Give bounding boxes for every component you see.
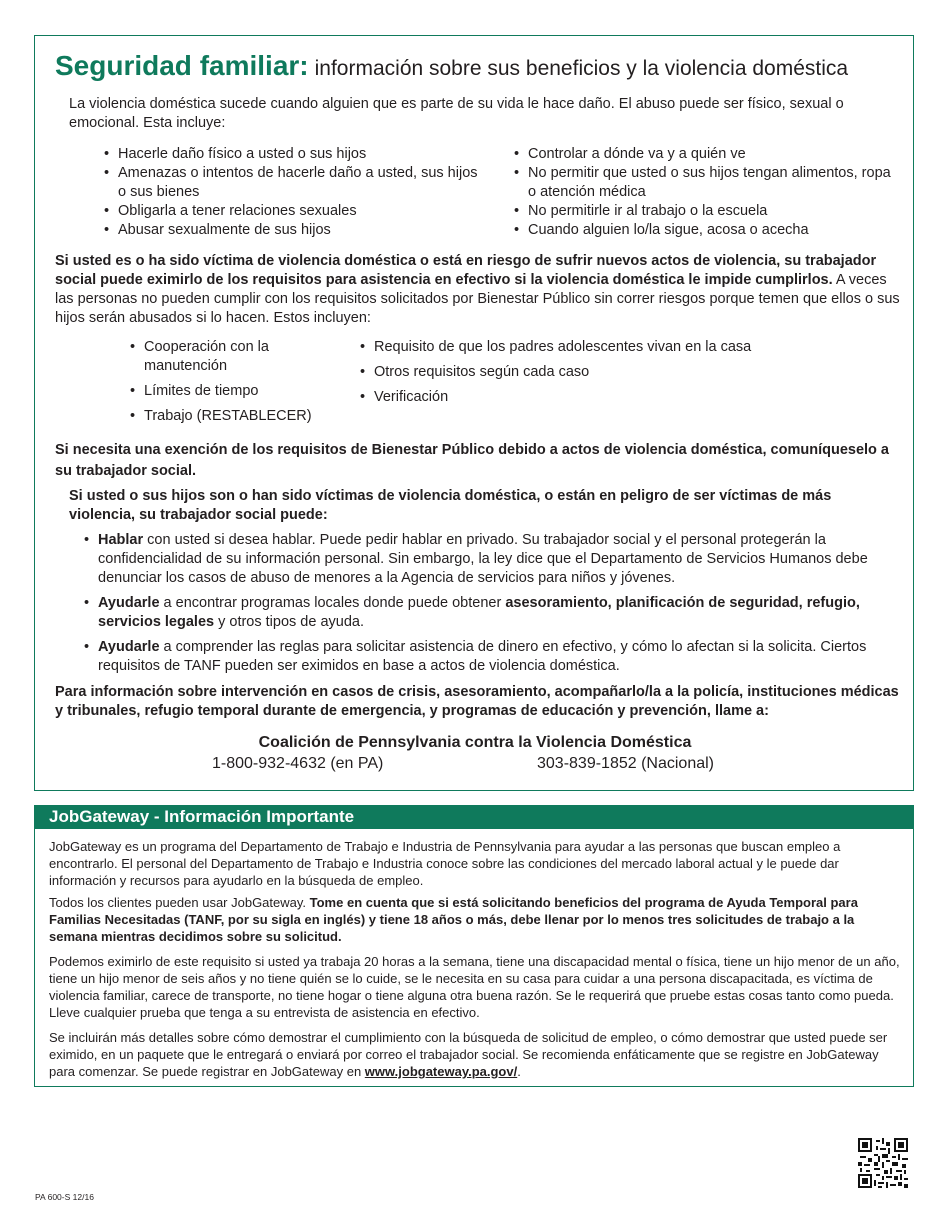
p2-lead: Todos los clientes pueden usar JobGateway. — [49, 895, 310, 910]
list-item: • No permitirle ir al trabajo o la escuela — [512, 202, 902, 221]
exemption-rest: A veces las personas no pueden cumplir con los requisitos solicitados por Bienestar Público sin correr riesgos porque temen que ellos o sus hijos serán abusados si lo hacen. Estos incluyen: — [55, 272, 900, 326]
list-item — [82, 638, 897, 676]
worker-can-paragraph: Si usted o sus hijos son o han sido víctimas de violencia doméstica, o están en peligro de ser víctimas de más violencia, su trabajador social puede: — [69, 488, 832, 523]
list-item: • No permitir que usted o sus hijos tengan alimentos, ropa o atención médica — [512, 164, 902, 202]
jobgateway-title: JobGateway - Información Importante — [49, 807, 355, 826]
item-bold: Ayudarle — [98, 595, 160, 611]
list-item: • Verificación — [358, 388, 878, 407]
item-text: a encontrar programas locales donde puede obtener — [159, 595, 506, 611]
list-item: • Controlar a dónde va y a quién ve — [512, 145, 902, 164]
list-item: • Hacerle daño físico a usted o sus hijos — [102, 145, 482, 164]
list-item: • Cuando alguien lo/la sigue, acosa o acecha — [512, 221, 902, 240]
item-bold: asesoramiento, planificación de seguridad, refugio, servicios legales — [98, 595, 860, 630]
p4-text: Se incluirán más detalles sobre cómo demostrar el cumplimiento con la búsqueda de solicitud de empleo, o cómo demostrar que usted puede ser eximido, en un paquete que le entregará o enviará por correo el trabajador social. Se recomienda enfáticamente que se registre en JobGateway para comenzar. Se puede registrar en JobGateway en — [49, 1030, 888, 1079]
form-number: PA 600-S 12/16 — [35, 1192, 94, 1202]
tell-worker-paragraph: Si necesita una exención de los requisitos de Bienestar Público debido a actos de violencia doméstica, comuníqueselo a su trabajador social. — [55, 442, 889, 479]
worker-help-list — [82, 531, 897, 682]
intro-paragraph: La violencia doméstica sucede cuando alguien que es parte de su vida le hace daño. El abuso puede ser físico, sexual o emocional. Esta incluye: — [69, 96, 844, 131]
abuse-list-left — [102, 145, 482, 240]
exemption-paragraph — [55, 252, 900, 328]
p2-bold: Tome en cuenta que si está solicitando beneficios del programa de Ayuda Temporal para Familias Necesitadas (TANF, por su sigla en inglés) y tiene 18 años o más, debe llenar por lo menos tres solicitudes de trabajo a la semana mientras decidimos sobre su solicitud. — [49, 895, 858, 944]
jobgateway-paragraph-4 — [49, 1029, 901, 1080]
item-text: con usted si desea hablar. Puede pedir hablar en privado. Su trabajador social y el personal protegerán la confidencialidad de su información personal. Sin embargo, la ley dice que el Departamento de Servicios Humanos debe denunciar los casos de abuso de menores a la Agencia de servicios para niños y jóvenes. — [98, 532, 868, 586]
jobgateway-link[interactable]: www.jobgateway.pa.gov/ — [364, 1064, 518, 1079]
title-bold: Seguridad familiar: — [55, 50, 309, 81]
crisis-info-paragraph: Para información sobre intervención en casos de crisis, asesoramiento, acompañarlo/la a la policía, instituciones médicas y tribunales, refugio temporal durante de emergencia, y programas de educación y prevención, llame a: — [55, 684, 899, 719]
item-bold: Hablar — [98, 532, 144, 548]
requirements-list-left — [128, 338, 328, 432]
exemption-bold: Si usted es o ha sido víctima de violencia doméstica o está en riesgo de sufrir nuevos actos de violencia, su trabajador social puede eximirlo de los requisitos para asistencia en efectivo si la violencia doméstica le impide cumplirlos. — [55, 253, 877, 288]
list-item: • Trabajo (RESTABLECER) — [128, 407, 328, 426]
list-item: • Cooperación con la manutención — [128, 338, 328, 376]
list-item — [82, 594, 897, 632]
list-item: • Límites de tiempo — [128, 382, 328, 401]
list-item: • Amenazas o intentos de hacerle daño a usted, sus hijos o sus bienes — [102, 164, 482, 202]
item-text: a comprender las reglas para solicitar asistencia de dinero en efectivo, y cómo lo afectan si la solicita. Ciertos requisitos de TANF pueden ser eximidos en base a actos de violencia doméstica. — [98, 639, 867, 674]
title-subtitle: información sobre sus beneficios y la violencia doméstica — [314, 57, 849, 80]
requirements-list-right — [358, 338, 878, 413]
item-bold: Ayudarle — [98, 639, 160, 655]
list-item: • Abusar sexualmente de sus hijos — [102, 221, 482, 240]
jobgateway-paragraph-1: JobGateway es un programa del Departamento de Trabajo e Industria de Pennsylvania para ayudar a las personas que buscan empleo a encontrarlo. El personal del Departamento de Trabajo e Industria conoce sobre las condiciones del mercado laboral actual y le puede dar información y recursos para ayudarlo en la búsqueda de empleo. — [49, 839, 841, 888]
page-title — [55, 50, 848, 82]
abuse-list-right — [512, 145, 902, 240]
list-item — [82, 531, 897, 588]
list-item: • Otros requisitos según cada caso — [358, 363, 878, 382]
phone-pa: 1-800-932-4632 (en PA) — [212, 755, 384, 772]
phone-national: 303-839-1852 (Nacional) — [537, 755, 714, 772]
list-item: • Obligarla a tener relaciones sexuales — [102, 202, 482, 221]
list-item: • Requisito de que los padres adolescentes vivan en la casa — [358, 338, 878, 357]
jobgateway-paragraph-2 — [49, 894, 901, 945]
qr-code-icon — [858, 1138, 908, 1188]
item-text: y otros tipos de ayuda. — [214, 614, 364, 630]
p4-end: . — [517, 1064, 521, 1079]
coalition-name: Coalición de Pennsylvania contra la Violencia Doméstica — [258, 734, 692, 751]
jobgateway-paragraph-3: Podemos eximirlo de este requisito si usted ya trabaja 20 horas a la semana, tiene una discapacidad mental o física, tiene un hijo menor de un año, tiene un hijo menor de seis años y no tiene quién se lo cuide, se le necesita en su casa para cuidar a una persona discapacitada, es víctima de violencia familiar, carece de transporte, no tiene hogar o tiene alguna otra buena razón. Se le requerirá que pruebe estas cosas tanto como pueda. Lleve cualquier prueba que tenga a su entrevista de asistencia en efectivo. — [49, 954, 900, 1020]
